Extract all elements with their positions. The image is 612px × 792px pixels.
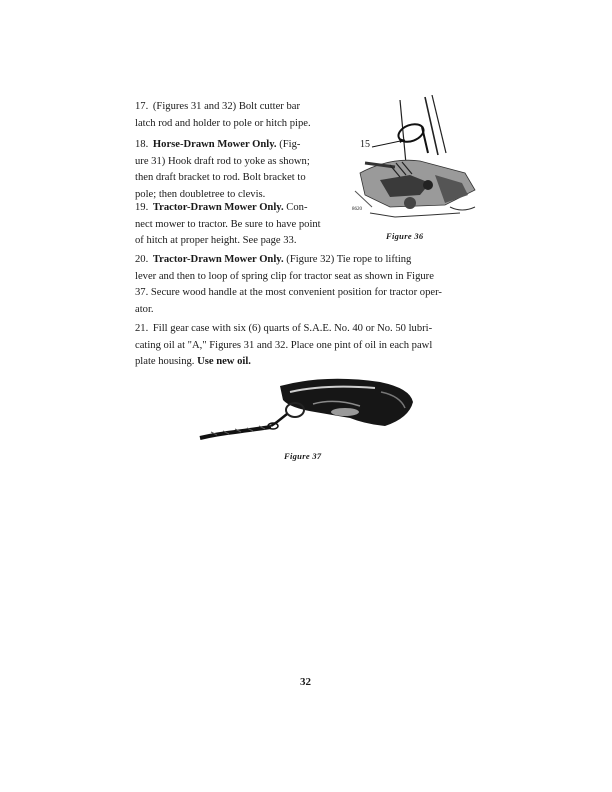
figure-37 [195,374,420,449]
figure-37-caption: Figure 37 [284,451,322,461]
text-line: nect mower to tractor. Be sure to have point [135,218,321,230]
text-line: of hitch at proper height. See page 33. [135,235,297,247]
paragraph-20 [135,252,485,318]
text-line: latch rod and holder to pole or hitch pipe. [135,117,311,129]
text-line: plate housing. [135,356,195,368]
text-line: ure 31) Hook draft rod to yoke as shown; [135,155,310,167]
step-number: 18. [135,139,149,150]
figure-36-caption: Figure 36 [386,231,424,241]
text-line: then draft bracket to rod. Bolt bracket to [135,172,306,184]
step-heading: Tractor-Drawn Mower Only. [152,202,284,213]
text-line: lever and then to loop of spring clip for tractor seat as shown in Figure [135,270,434,282]
text-line: (Fig- [279,139,301,150]
step-number: 17. [135,101,149,112]
step-heading: Tractor-Drawn Mower Only. [152,254,284,265]
paragraph-21 [135,321,490,371]
text-line: ator. [135,303,154,315]
paragraph-17 [135,99,345,132]
text-line: Fill gear case with six (6) quarts of S.A.E. No. 40 or No. 50 lubri- [152,323,433,334]
text-line: Con- [286,202,308,213]
emphasis-text: Use new oil. [197,356,251,368]
step-number: 20. [135,254,149,265]
figure-code: 8620 [352,207,362,212]
page-number: 32 [300,676,311,688]
step-number: 21. [135,323,149,334]
text-line: cating oil at "A," Figures 31 and 32. Place one pint of oil in each pawl [135,339,433,351]
figure-37-illustration [195,374,420,449]
text-line: (Figures 31 and 32) Bolt cutter bar [152,101,301,112]
figure-36 [350,95,485,230]
step-heading: Horse-Drawn Mower Only. [152,139,277,150]
paragraph-19 [135,200,350,250]
callout-label: 15 [360,139,370,150]
figure-36-illustration [350,95,485,230]
text-line: pole; then doubletree to clevis. [135,188,266,200]
text-line: 37. Secure wood handle at the most convenient position for tractor oper- [135,287,442,299]
step-number: 19. [135,202,149,213]
text-line: (Figure 32) Tie rope to lifting [286,254,412,265]
paragraph-18 [135,137,345,203]
